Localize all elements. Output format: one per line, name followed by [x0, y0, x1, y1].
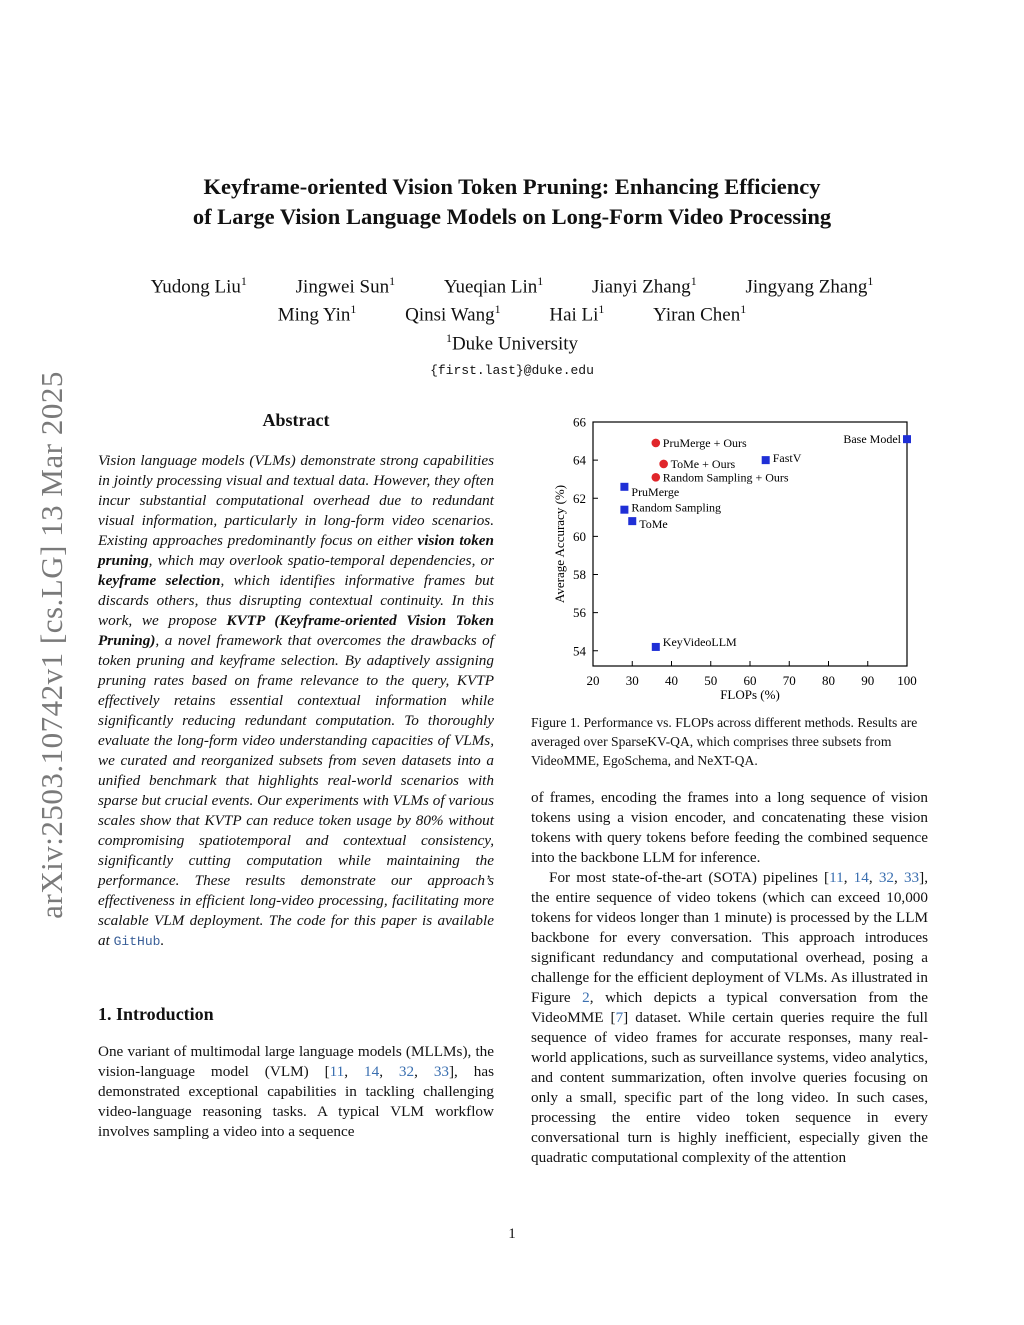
citation-link[interactable]: 7 [615, 1009, 624, 1026]
arxiv-identifier: arXiv:2503.10742v1 [cs.LG] 13 Mar 2025 [34, 371, 69, 919]
data-point-square [620, 506, 628, 514]
y-tick-label: 62 [573, 490, 586, 506]
data-point-square [762, 456, 770, 464]
affiliation: $^1$Duke University [445, 330, 579, 354]
abstract-heading: Abstract [262, 410, 330, 430]
x-tick-label: 50 [704, 673, 718, 688]
author: Ming Yin$^1$ [277, 302, 357, 326]
title-line-2: of Large Vision Language Models on Long-Form Video Processing [192, 204, 832, 229]
github-link[interactable]: GitHub [113, 934, 161, 949]
citation-link[interactable]: 32 [398, 1063, 415, 1080]
citation-link[interactable]: 32 [878, 869, 894, 886]
right-column [531, 408, 928, 1168]
author: Yiran Chen$^1$ [653, 302, 747, 326]
citation-link[interactable]: 11 [829, 869, 844, 886]
author: Jianyi Zhang$^1$ [592, 274, 697, 298]
author-block [0, 270, 1024, 382]
y-tick-label: 64 [573, 452, 586, 468]
author: Yudong Liu$^1$ [150, 274, 247, 298]
data-point-label: KeyVideoLLM [662, 634, 737, 649]
x-tick-label: 80 [822, 673, 835, 688]
author: Jingyang Zhang$^1$ [745, 274, 874, 298]
author-row-2 [0, 298, 1024, 326]
data-point-label: ToMe [639, 517, 668, 532]
x-axis-label: FLOPs (%) [720, 687, 780, 702]
citation-link[interactable]: 33 [433, 1063, 449, 1080]
citation-link[interactable]: 14 [364, 1063, 380, 1080]
x-tick-label: 90 [861, 673, 875, 688]
x-tick-label: 20 [586, 673, 600, 688]
left-column [98, 408, 494, 1142]
author: Qinsi Wang$^1$ [405, 302, 501, 326]
introduction-heading: 1. Introduction [98, 1004, 214, 1024]
intro-paragraph-1: One variant of multimodal large language models (MLLMs), the vision-language model (VLM) [11, 14, 32, 33], has demonstrated exceptional capabilities in tackling challenging video-language reasoning tasks. A typical VLM workflow involves sampling a video into a sequence [98, 1043, 495, 1140]
figure-caption: Figure 1. Performance vs. FLOPs across different methods. Results are averaged over SparseKV-QA, which comprises three subsets from VideoMME, EgoSchema, and NeXT-QA. [531, 715, 918, 768]
x-tick-label: 30 [625, 673, 639, 688]
data-point-circle [659, 460, 668, 469]
author-email: {first.last}@duke.edu [430, 362, 594, 378]
scatter-chart [531, 408, 928, 708]
citation-link[interactable]: 14 [853, 869, 869, 886]
author-row-1 [0, 270, 1024, 298]
data-point-label: Random Sampling + Ours [662, 470, 789, 485]
page-number: 1 [508, 1226, 516, 1242]
data-point-label: Base Model [843, 432, 901, 447]
x-tick-label: 100 [897, 673, 917, 688]
data-point-label: PruMerge + Ours [662, 435, 747, 450]
data-point-label: FastV [772, 451, 802, 466]
author: Jingwei Sun$^1$ [295, 274, 396, 298]
figure-reference-link[interactable]: 2 [582, 989, 590, 1006]
title-line-1: Keyframe-oriented Vision Token Pruning: Enhancing Efficiency [203, 174, 821, 199]
y-tick-label: 58 [573, 567, 586, 582]
paper-title [0, 172, 1024, 232]
y-tick-label: 66 [573, 414, 586, 430]
x-tick-label: 40 [665, 673, 678, 688]
data-point-square [652, 643, 660, 651]
data-point-label: ToMe + Ours [670, 456, 736, 471]
data-point-square [903, 435, 911, 443]
x-tick-label: 70 [782, 673, 796, 688]
citation-link[interactable]: 33 [903, 869, 920, 886]
data-point-circle [652, 439, 661, 448]
data-point-label: Random Sampling [631, 500, 722, 515]
y-tick-label: 56 [573, 605, 586, 621]
y-axis-label: Average Accuracy (%) [552, 484, 567, 604]
data-point-square [620, 483, 628, 491]
plot-frame [593, 422, 907, 666]
x-tick-label: 60 [743, 673, 757, 688]
abstract-text: Vision language models (VLMs) demonstrate strong capabilities in jointly processing visual and textual data. However, they often incur substantial computational overhead due to redundant visual information, particularly in long-form video scenarios. Existing approaches predominantly focus on either vision token pruning, which may overlook spatio-temporal dependencies, or keyframe selection, which identifies informative frames but discards others, thus disrupting contextual continuity. In this work, we propose KVTP (Keyframe-oriented Vision Token Pruning), a novel framework that overcomes the drawbacks of token pruning and keyframe selection. By adaptively assigning pruning rates based on frame relevance to the query, KVTP effectively retains essential contextual information while significantly reducing redundant computation. To thoroughly evaluate the long-form video understanding capacities of VLMs, we curated and reorganized subsets from seven datasets into a unified benchmark that highlights real-world scenarios with sparse but crucial events. Our experiments with VLMs of various scales show that KVTP can reduce token usage by 80% without compromising spatiotemporal and contextual consistency, significantly cutting computation while maintaining the performance. These results demonstrate our approach’s effectiveness in efficient long-video processing, facilitating more scalable VLM deployment. The code for this paper is available at GitHub. [98, 452, 495, 949]
y-tick-label: 60 [573, 528, 586, 544]
intro-paragraph-2: For most state-of-the-art (SOTA) pipelines [11, 14, 32, 33], the entire sequence of video tokens (which can exceed 10,000 tokens for videos longer than 1 minute) is processed by the LLM backbone for every conversation. This approach introduces significant redundancy and computational overhead, posing a challenge for the efficient deployment of VLMs. As illustrated in Figure 2, which depicts a typical conversation from the VideoMME [7] dataset. While certain queries require the full sequence of video frames for accurate responses, many real-world applications, such as surveillance systems, video analytics, and content summarization, often involve queries focusing on only a small, specific part of the long video. In such cases, processing the entire video token sequence in every conversational turn is highly inefficient, especially given the quadratic computational complexity of the attention [531, 869, 928, 1166]
data-point-circle [652, 473, 661, 482]
author: Hai Li$^1$ [549, 302, 605, 326]
y-tick-label: 54 [573, 643, 586, 659]
figure-1 [531, 408, 928, 708]
data-point-label: PruMerge [631, 484, 680, 499]
author: Yueqian Lin$^1$ [443, 274, 544, 298]
data-point-square [628, 517, 636, 525]
intro-paragraph-continued: of frames, encoding the frames into a long sequence of vision tokens using a vision encoder, and concatenating these vision tokens with query tokens before feeding the combined sequence into the backbone LLM for inference. [531, 789, 928, 866]
citation-link[interactable]: 11 [329, 1063, 345, 1080]
